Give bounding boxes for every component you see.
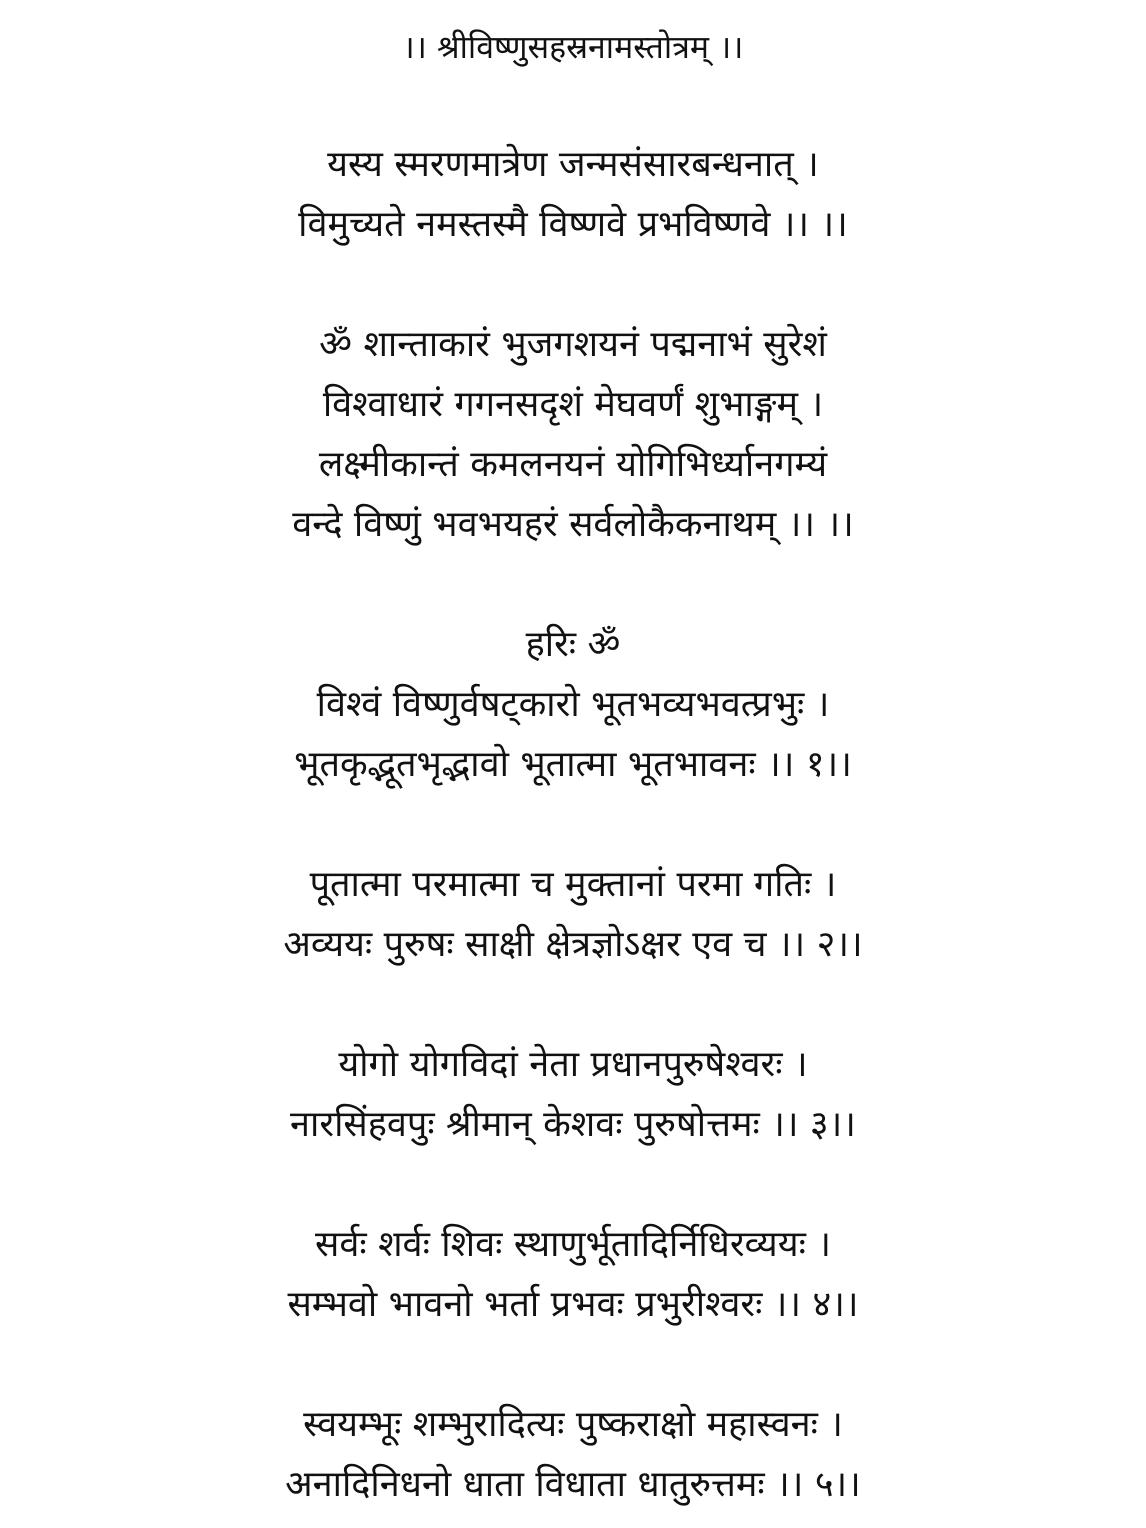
verse-2-line-2: अव्ययः पुरुषः साक्षी क्षेत्रज्ञोऽक्षर एव च ।। २।। [283,924,863,965]
document-title: ।। श्रीविष्णुसहस्रनामस्तोत्रम् ।। [402,28,744,66]
dhyana-1-line-2: विमुच्यते नमस्तस्मै विष्णवे प्रभविष्णवे ।। ।। [298,204,848,245]
verse-3-line-2: नारसिंहवपुः श्रीमान् केशवः पुरुषोत्तमः ।। ३।। [290,1104,856,1145]
invocation-line: हरिः ॐ [525,624,621,665]
verse-4-line-2: सम्भवो भावनो भर्ता प्रभवः प्रभुरीश्वरः ।। ४।। [287,1284,859,1325]
dhyana-2-line-1: ॐ शान्ताकारं भुजगशयनं पद्मनाभं सुरेशं [319,324,827,365]
verse-3-line-1: योगो योगविदां नेता प्रधानपुरुषेश्वरः । [338,1044,808,1085]
verse-1-line-2: भूतकृद्भूतभृद्भावो भूतात्मा भूतभावनः ।। १।। [294,744,852,785]
dhyana-1-line-1: यस्य स्मरणमात्रेण जन्मसंसारबन्धनात् । [327,144,819,185]
verse-4-line-1: सर्वः शर्वः शिवः स्थाणुर्भूतादिर्निधिरव्ययः । [315,1224,831,1265]
dhyana-2-line-4: वन्दे विष्णुं भवभयहरं सर्वलोकैकनाथम् ।। ।। [292,504,854,545]
verse-2-line-1: पूतात्मा परमात्मा च मुक्तानां परमा गतिः । [309,864,837,905]
dhyana-2-line-3: लक्ष्मीकान्तं कमलनयनं योगिभिर्ध्यानगम्यं [318,444,828,485]
dhyana-2-line-2: विश्वाधारं गगनसदृशं मेघवर्णं शुभाङ्गम् । [322,384,824,425]
verse-5-line-1: स्वयम्भूः शम्भुरादित्यः पुष्कराक्षो महास्वनः । [303,1404,843,1445]
verse-1-line-1: विश्वं विष्णुर्वषट्कारो भूतभव्यभवत्प्रभुः । [316,684,830,725]
verse-5-line-2: अनादिनिधनो धाता विधाता धातुरुत्तमः ।। ५।। [285,1464,861,1505]
